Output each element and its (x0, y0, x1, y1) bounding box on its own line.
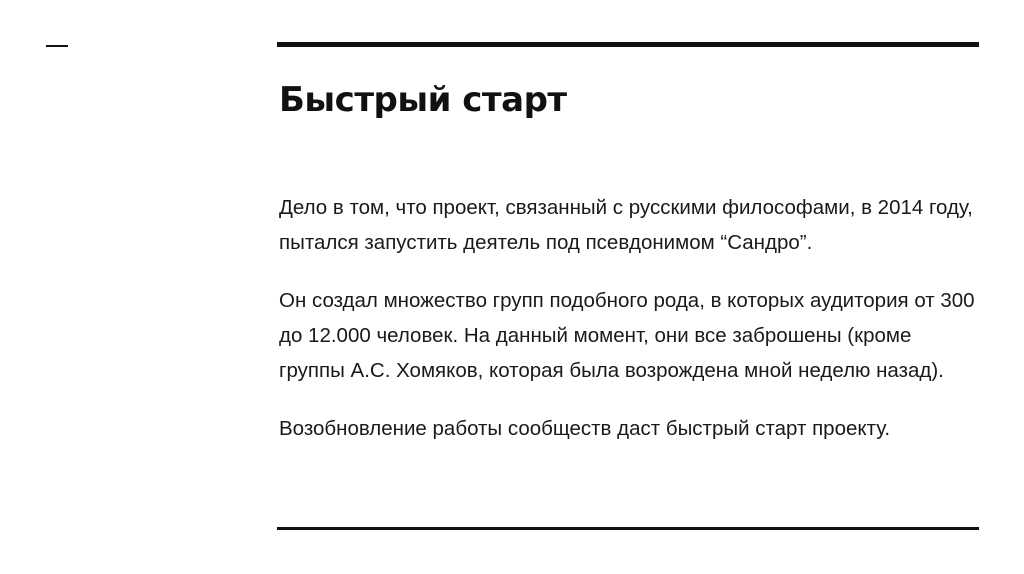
top-divider-line (277, 42, 979, 47)
paragraph-1: Дело в том, что проект, связанный с русскими философами, в 2014 году, пытался запустить деятель под псевдонимом “Сандро”. (279, 196, 973, 254)
slide-body (279, 190, 979, 469)
bottom-divider-line (277, 527, 979, 530)
paragraph-3: Возобновление работы сообществ даст быстрый старт проекту. (279, 417, 891, 440)
corner-dash-decoration (46, 45, 68, 47)
slide-title: Быстрый старт (279, 80, 567, 120)
paragraph-2: Он создал множество групп подобного рода, в которых аудитория от 300 до 12.000 человек. На данный момент, они все заброшены (кроме группы А.С. Хомяков, которая была возрождена мной неделю назад). (279, 289, 975, 382)
